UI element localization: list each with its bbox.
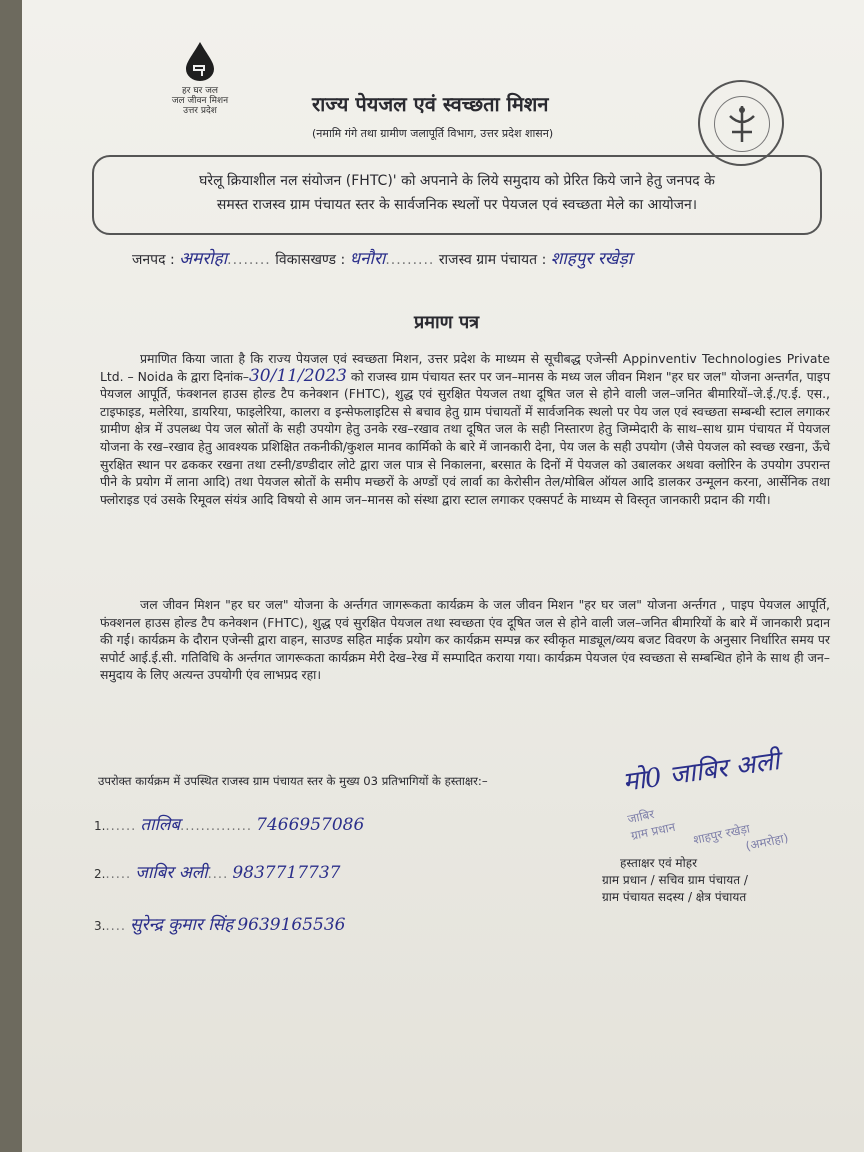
paragraph-1-part-b: को राजस्व ग्राम पंचायत स्तर पर जन–मानस के मध्य जल जीवन मिशन "हर घर जल" योजना अन्तर्गत, पाइप पेयजल आपूर्ति, फंक्शनल हाउस होल्ड टैप कनेक्शन (FHTC), शुद्ध एवं सुरक्षित पेयजल तथा दूषित जल से होने वाली जल–जनित बीमारियों–जे.ई./ए.ई. एस., टाइफाइड, मलेरिया, डायरिया, फाइलेरिया, कालरा व इन्सेफलाइटिस से बचाव हेतु ग्राम पंचायतों में सार्वजनिक स्थलो पर पेय जल एवं स्वच्छता सम्बन्धी स्टाल लगाकर ग्रामीण क्षेत्र में उपलब्ध पेय जल स्रोतों के सही उपयोग हेतु उनके रख–रखाव तथा दूषित जल के सही निस्तारण हेतु जिम्मेदारी के साथ–साथ ग्राम पंचायत में पेयजल योजना के रख–रखाव हेतु आवश्यक प्रशिक्षित तकनीकी/कुशल मानव कार्मिको के बारे में जानकारी देना, पेय जल के सही उपयोग (जैसे पेयजल को स्वच्छ रखना, ऊँचे सुरक्षित स्थान पर ढककर रखना तथा टस्नी/डण्डीदार लोटे द्वारा जल पात्र से निकालना, बरसात के दिनों में पेयजल को उबालकर अथवा क्लोरिन के उपयोग उपरान्त पीने के प्रयोग में लाना आदि) तथा पेयजल स्रोतों के समीप मच्छरों के अण्डों एवं लार्वा का केरोसीन तेल/मोबिल ऑयल आदि डालकर उन्मूलन करना, आर्सेनिक तथा फ्लोराइड एवं उसके रिमूवल संयंत्र आदि विषयो से आम जन–मानस को संस्था द्वारा स्टाल लगाकर एक्सपर्ट के माध्यम से विस्तृत जानकारी प्रदान की गयी। — [100, 368, 830, 507]
event-date: 30/11/2023 — [248, 365, 347, 386]
participant-name: तालिब — [140, 815, 181, 835]
logo-text-2: जल जीवन मिशन — [171, 96, 229, 106]
logo-text-3: उत्तर प्रदेश — [183, 106, 217, 116]
location-row: जनपद : अमरोहा........ विकासखण्ड : धनौरा......... राजस्व ग्राम पंचायत : शाहपुर रखेड़ा — [132, 249, 633, 269]
certificate-paper — [22, 0, 864, 1152]
district-value: अमरोहा — [179, 249, 228, 269]
participant-number: 1. — [94, 819, 106, 833]
logo-text-1: हर घर जल — [182, 86, 218, 96]
participants-label: उपरोक्त कार्यक्रम में उपस्थित राजस्व ग्राम पंचायत स्तर के मुख्य 03 प्रतिभागियों के हस्ताक्षर:– — [98, 774, 488, 788]
participant-row: 3..... सुरेन्द्र कुमार सिंह 9639165536 — [94, 915, 346, 935]
participant-row: 1....... तालिब.............. 7466957086 — [94, 815, 365, 835]
certificate-paragraph-1 — [100, 350, 830, 508]
district-label: जनपद : — [132, 252, 175, 268]
participant-phone: 9837717737 — [232, 863, 341, 883]
banner-line-1: घरेलू क्रियाशील नल संयोजन (FHTC)' को अपनाने के लिये समुदाय को प्रेरित किये जाने हेतु जनपद के — [199, 173, 715, 189]
block-label: विकासखण्ड : — [275, 252, 346, 268]
stamp-line-3: शाहपुर रखेड़ा — [691, 821, 752, 848]
page-title: राज्य पेयजल एवं स्वच्छता मिशन — [312, 92, 549, 116]
stamp-line-2: ग्राम प्रधान — [629, 819, 677, 843]
up-government-seal-icon — [698, 80, 784, 166]
event-banner — [92, 155, 822, 235]
panchayat-label: राजस्व ग्राम पंचायत : — [438, 252, 547, 268]
water-drop-icon — [182, 40, 218, 82]
page-subtitle: (नमामि गंगे तथा ग्रामीण जलापूर्ति विभाग, उत्तर प्रदेश शासन) — [312, 127, 554, 140]
signatory-label — [602, 855, 832, 906]
participant-number: 3. — [94, 919, 106, 933]
certificate-title: प्रमाण पत्र — [414, 312, 480, 333]
participant-phone: 7466957086 — [256, 815, 365, 835]
har-ghar-jal-logo — [160, 40, 240, 120]
participant-row: 2...... जाबिर अली.... 9837717737 — [94, 863, 341, 883]
certificate-paragraph-2: जल जीवन मिशन "हर घर जल" योजना के अर्न्तगत जागरूकता कार्यक्रम के जल जीवन मिशन "हर घर जल" योजना अर्न्तगत , पाइप पेयजल आपूर्ति, फंक्शनल हाउस होल्ड टैप कनेक्शन (FHTC), शुद्ध एवं सुरक्षित पेयजल तथा स्वच्छता एंव दूषित जल से होने वाली जल–जनित बीमारियों के बारे में जानकारी प्रदान की गई। कार्यक्रम के दौरान एजेन्सी द्वारा वाहन, साउण्ड सहित माईक प्रयोग कर कार्यक्रम सम्पन्न कर स्वीकृत माड्यूल/व्यय बजट विवरण के अनुसार निर्धारित समय पर सपोर्ट आई.ई.सी. गतिविधि के अर्न्तगत जागरूकता कार्यक्रम मेरी देख–रेख में सम्पादित कराया गया। कार्यक्रम पेयजल एंव स्वच्छता से सम्बन्धित होने के साथ ही जन–समुदाय के लिए अत्यन्त उपयोगी एंव लाभप्रद रहा। — [100, 597, 830, 683]
stamp-line-4: (अमरोहा) — [744, 830, 790, 854]
paragraph-1-part-a: प्रमाणित किया जाता है कि राज्य पेयजल एवं स्वच्छता मिशन, उत्तर प्रदेश के माध्यम से सूचीबद्ध एजेन्सी Appinventiv Technologies Private Ltd. – Noida के द्वारा दिनांक– — [100, 351, 830, 384]
participant-phone: 9639165536 — [237, 915, 346, 935]
banner-line-2: समस्त राजस्व ग्राम पंचायत स्तर के सार्वजनिक स्थलों पर पेयजल एवं स्वच्छता मेले का आयोजन। — [216, 197, 698, 213]
signatory-label-2: ग्राम प्रधान / सचिव ग्राम पंचायत / — [602, 873, 748, 887]
signatory-label-1: हस्ताक्षर एवं मोहर — [620, 856, 698, 870]
participant-number: 2. — [94, 867, 106, 881]
panchayat-value: शाहपुर रखेड़ा — [550, 249, 633, 269]
signatory-label-3: ग्राम पंचायत सदस्य / क्षेत्र पंचायत — [602, 890, 747, 904]
stamp-line-1: जाबिर — [626, 806, 656, 827]
signatory-signature: मो0 जाबिर अली — [620, 746, 782, 798]
participant-name: जाबिर अली — [135, 863, 208, 883]
participant-name: सुरेन्द्र कुमार सिंह — [130, 915, 234, 935]
seal-emblem-icon — [722, 102, 762, 146]
block-value: धनौरा — [349, 249, 386, 269]
